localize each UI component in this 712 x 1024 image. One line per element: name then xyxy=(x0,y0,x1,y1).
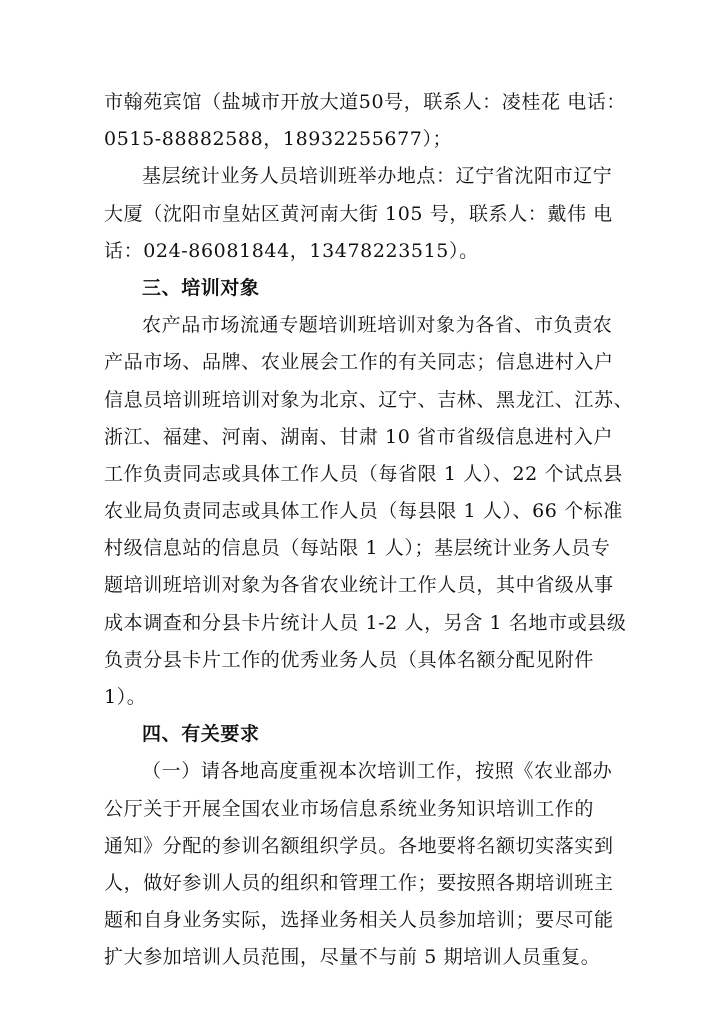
text-line-1: 市翰苑宾馆（盐城市开放大道50号，联系人：凌桂花 电话： xyxy=(104,91,627,113)
text-line-16: 负责分县卡片工作的优秀业务人员（具体名额分配见附件 xyxy=(104,648,595,671)
text-line-13: 村级信息站的信息员（每站限 1 人）；基层统计业务人员专 xyxy=(104,537,611,560)
text-line-21: 通知》分配的参训名额组织学员。各地要将名额切实落实到 xyxy=(104,834,614,857)
text-line-5: 话：024-86081844，13478223515）。 xyxy=(104,239,479,262)
text-line-17: 1）。 xyxy=(104,686,147,708)
text-line-9: 信息员培训班培训对象为北京、辽宁、吉林、黑龙江、江苏、 xyxy=(104,388,634,411)
text-line-8: 产品市场、品牌、农业展会工作的有关同志；信息进村入户 xyxy=(104,351,614,374)
text-line-20: 公厅关于开展全国农业市场信息系统业务知识培训工作的 xyxy=(104,797,595,820)
text-line-23: 题和自身业务实际，选择业务相关人员参加培训；要尽可能 xyxy=(104,909,614,932)
text-line-4: 大厦（沈阳市皇姑区黄河南大街 105 号，联系人：戴伟 电 xyxy=(104,202,613,225)
text-line-15: 成本调查和分县卡片统计人员 1-2 人，另含 1 名地市或县级 xyxy=(104,611,627,634)
text-line-3: 基层统计业务人员培训班举办地点：辽宁省沈阳市辽宁 xyxy=(142,165,613,188)
text-line-24: 扩大参加培训人员范围，尽量不与前 5 期培训人员重复。 xyxy=(104,946,601,969)
text-line-22: 人，做好参训人员的组织和管理工作；要按照各期培训班主 xyxy=(104,871,614,894)
document-body xyxy=(104,84,634,977)
text-line-14: 题培训班培训对象为各省农业统计工作人员，其中省级从事 xyxy=(104,574,614,597)
text-line-10: 浙江、福建、河南、湖南、甘肃 10 省市省级信息进村入户 xyxy=(104,425,614,448)
text-line-12: 农业局负责同志或具体工作人员（每县限 1 人）、66 个标准 xyxy=(104,500,623,523)
text-line-2: 0515-88882588，18932255677）； xyxy=(104,128,453,151)
text-line-11: 工作负责同志或具体工作人员（每省限 1 人）、22 个试点县 xyxy=(104,462,623,485)
text-line-19: （一）请各地高度重视本次培训工作，按照《农业部办 xyxy=(142,760,613,783)
text-line-7: 农产品市场流通专题培训班培训对象为各省、市负责农 xyxy=(142,314,613,337)
section-heading-3: 三、培训对象 xyxy=(142,276,260,299)
section-heading-4: 四、有关要求 xyxy=(142,723,260,746)
